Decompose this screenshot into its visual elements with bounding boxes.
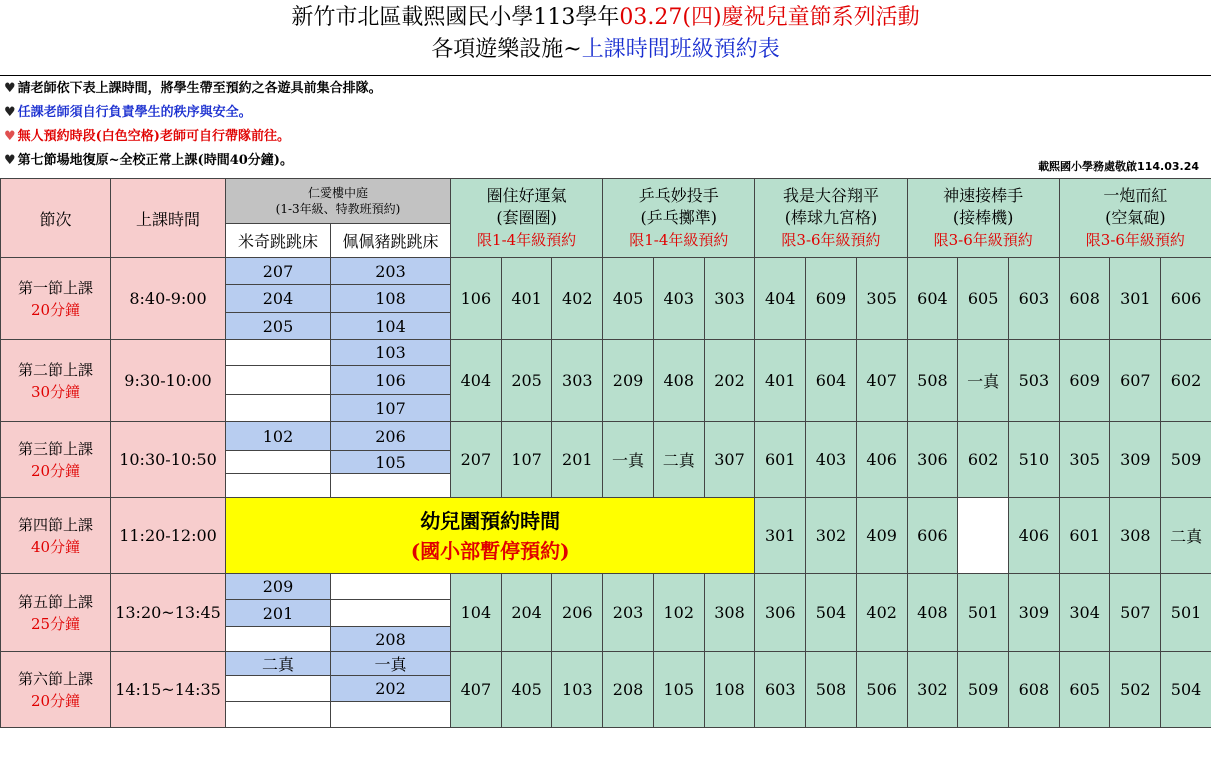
class-slot: 509: [958, 652, 1009, 728]
class-slot: 507: [1110, 574, 1161, 652]
class-slot: 407: [451, 652, 502, 728]
class-slot: 402: [552, 258, 603, 340]
mickey-slot: 204: [226, 285, 331, 313]
kindergarten-block: 幼兒園預約時間 (國小部暫停預約): [226, 498, 755, 574]
class-slot: 一真: [958, 340, 1009, 422]
period-time: 10:30-10:50: [111, 422, 226, 498]
class-slot: 105: [653, 652, 704, 728]
class-slot: 308: [704, 574, 755, 652]
class-slot: 308: [1110, 498, 1161, 574]
class-slot: 309: [1110, 422, 1161, 498]
class-slot: 602: [1161, 340, 1211, 422]
class-slot: 603: [1009, 258, 1060, 340]
class-slot: 203: [603, 574, 654, 652]
note-line: [4, 104, 252, 122]
class-slot: 106: [451, 258, 502, 340]
class-slot: 508: [806, 652, 857, 728]
peppa-slot: [331, 600, 451, 627]
peppa-slot: 一真: [331, 652, 451, 676]
class-slot: 404: [755, 258, 806, 340]
mickey-slot: [226, 340, 331, 366]
heart-icon: ♥: [4, 129, 16, 144]
table-row: [1, 498, 1211, 523]
class-slot: 409: [856, 498, 907, 574]
period-label: 第四節上課 40分鐘: [1, 498, 111, 574]
class-slot: 403: [806, 422, 857, 498]
class-slot: 204: [501, 574, 552, 652]
class-slot: 604: [806, 340, 857, 422]
class-slot: 407: [856, 340, 907, 422]
peppa-slot: 103: [331, 340, 451, 366]
class-slot: 501: [1161, 574, 1211, 652]
period-label: 第二節上課 30分鐘: [1, 340, 111, 422]
class-slot: 208: [603, 652, 654, 728]
table-row: [1, 422, 1211, 451]
mickey-slot: 209: [226, 574, 331, 600]
signature: 載熙國小學務處敬啟114.03.24: [1038, 160, 1199, 173]
class-slot: 608: [1059, 258, 1110, 340]
class-slot: 304: [1059, 574, 1110, 652]
class-slot: 606: [907, 498, 958, 574]
page-subtitle: [0, 36, 1211, 64]
class-slot: 406: [1009, 498, 1060, 574]
class-slot: 502: [1110, 652, 1161, 728]
class-slot: 一真: [603, 422, 654, 498]
class-slot: 205: [501, 340, 552, 422]
class-slot: 504: [1161, 652, 1211, 728]
class-slot: 301: [755, 498, 806, 574]
class-slot: 104: [451, 574, 502, 652]
mickey-slot: [226, 702, 331, 728]
peppa-slot: [331, 702, 451, 728]
header-courtyard: 仁愛樓中庭 (1-3年級、特教班預約): [226, 179, 451, 224]
peppa-slot: 208: [331, 627, 451, 652]
note-text: 請老師依下表上課時間，將學生帶至預約之各遊具前集合排隊。: [17, 81, 382, 96]
peppa-slot: 206: [331, 422, 451, 451]
class-slot: 606: [1161, 258, 1211, 340]
class-slot: 306: [755, 574, 806, 652]
mickey-slot: [226, 627, 331, 652]
table-row: [1, 258, 1211, 285]
heart-icon: ♥: [4, 153, 16, 168]
period-label: 第六節上課 20分鐘: [1, 652, 111, 728]
subtitle-b: 上課時間班級預約表: [581, 37, 780, 62]
class-slot: 二真: [1161, 498, 1211, 574]
peppa-slot: 107: [331, 395, 451, 422]
class-slot: 202: [704, 340, 755, 422]
class-slot: 604: [907, 258, 958, 340]
class-slot: 303: [552, 340, 603, 422]
mickey-slot: 205: [226, 313, 331, 340]
class-slot: 605: [958, 258, 1009, 340]
peppa-slot: 106: [331, 366, 451, 395]
peppa-slot: [331, 574, 451, 600]
header-activity: 圈住好運氣 (套圈圈) 限1-4年級預約: [451, 179, 603, 258]
page-title: [0, 4, 1211, 32]
class-slot: 603: [755, 652, 806, 728]
class-slot: 302: [806, 498, 857, 574]
title-event: 03.27(四)慶祝兒童節系列活動: [619, 5, 920, 30]
heart-icon: ♥: [4, 81, 16, 96]
mickey-slot: [226, 676, 331, 702]
period-time: 13:20~13:45: [111, 574, 226, 652]
class-slot: 501: [958, 574, 1009, 652]
heart-icon: ♥: [4, 105, 16, 120]
mickey-slot: [226, 451, 331, 474]
header-period: 節次: [1, 179, 111, 258]
class-slot: 302: [907, 652, 958, 728]
mickey-slot: 207: [226, 258, 331, 285]
mickey-slot: [226, 395, 331, 422]
peppa-slot: 203: [331, 258, 451, 285]
class-slot: 207: [451, 422, 502, 498]
period-time: 14:15~14:35: [111, 652, 226, 728]
header-activity: 一炮而紅 (空氣砲) 限3-6年級預約: [1059, 179, 1211, 258]
period-time: 11:20-12:00: [111, 498, 226, 574]
period-label: 第三節上課 20分鐘: [1, 422, 111, 498]
class-slot: 103: [552, 652, 603, 728]
class-slot: 108: [704, 652, 755, 728]
class-slot: 601: [1059, 498, 1110, 574]
header-activity: 神速接棒手 (接棒機) 限3-6年級預約: [907, 179, 1059, 258]
note-line: [4, 152, 293, 170]
class-slot: 二真: [653, 422, 704, 498]
class-slot: 405: [501, 652, 552, 728]
note-line: [4, 80, 382, 98]
peppa-slot: [331, 474, 451, 498]
class-slot: 309: [1009, 574, 1060, 652]
class-slot: 608: [1009, 652, 1060, 728]
class-slot: 307: [704, 422, 755, 498]
reservation-table: [0, 178, 1211, 728]
class-slot: 206: [552, 574, 603, 652]
note-line: [4, 128, 290, 146]
class-slot: 602: [958, 422, 1009, 498]
title-school: 新竹市北區載熙國民小學113學年: [291, 5, 620, 30]
mickey-slot: [226, 366, 331, 395]
note-text: 無人預約時段(白色空格)老師可自行帶隊前往。: [17, 129, 290, 144]
header-mickey: 米奇跳跳床: [226, 224, 331, 258]
peppa-slot: 202: [331, 676, 451, 702]
class-slot: 605: [1059, 652, 1110, 728]
class-slot: 102: [653, 574, 704, 652]
peppa-slot: 105: [331, 451, 451, 474]
class-slot: 303: [704, 258, 755, 340]
class-slot: 609: [806, 258, 857, 340]
header-activity: 我是大谷翔平 (棒球九宮格) 限3-6年級預約: [755, 179, 907, 258]
class-slot: 609: [1059, 340, 1110, 422]
note-text: 任課老師須自行負責學生的秩序與安全。: [17, 105, 252, 120]
class-slot: 404: [451, 340, 502, 422]
class-slot: 306: [907, 422, 958, 498]
class-slot: 403: [653, 258, 704, 340]
class-slot: 305: [1059, 422, 1110, 498]
class-slot: 402: [856, 574, 907, 652]
class-slot: 401: [755, 340, 806, 422]
class-slot: 301: [1110, 258, 1161, 340]
period-time: 9:30-10:00: [111, 340, 226, 422]
mickey-slot: 102: [226, 422, 331, 451]
header-activity: 乒乓妙投手 (乒乓擲準) 限1-4年級預約: [603, 179, 755, 258]
class-slot: 201: [552, 422, 603, 498]
class-slot: 408: [653, 340, 704, 422]
class-slot: 601: [755, 422, 806, 498]
class-slot: 406: [856, 422, 907, 498]
period-time: 8:40-9:00: [111, 258, 226, 340]
note-text: 第七節場地復原~全校正常上課(時間40分鐘)。: [17, 153, 293, 168]
class-slot: 209: [603, 340, 654, 422]
class-slot: 607: [1110, 340, 1161, 422]
class-slot: 506: [856, 652, 907, 728]
header-time: 上課時間: [111, 179, 226, 258]
peppa-slot: 104: [331, 313, 451, 340]
class-slot: 107: [501, 422, 552, 498]
class-slot: [958, 498, 1009, 574]
subtitle-a: 各項遊樂設施~: [431, 37, 582, 62]
table-row: [1, 652, 1211, 676]
class-slot: 305: [856, 258, 907, 340]
class-slot: 509: [1161, 422, 1211, 498]
class-slot: 401: [501, 258, 552, 340]
class-slot: 504: [806, 574, 857, 652]
class-slot: 508: [907, 340, 958, 422]
table-row: [1, 574, 1211, 600]
period-label: 第五節上課 25分鐘: [1, 574, 111, 652]
mickey-slot: 二真: [226, 652, 331, 676]
class-slot: 503: [1009, 340, 1060, 422]
header-peppa: 佩佩豬跳跳床: [331, 224, 451, 258]
class-slot: 510: [1009, 422, 1060, 498]
mickey-slot: [226, 474, 331, 498]
divider: [0, 75, 1211, 76]
class-slot: 408: [907, 574, 958, 652]
mickey-slot: 201: [226, 600, 331, 627]
table-row: [1, 340, 1211, 366]
class-slot: 405: [603, 258, 654, 340]
peppa-slot: 108: [331, 285, 451, 313]
period-label: 第一節上課 20分鐘: [1, 258, 111, 340]
